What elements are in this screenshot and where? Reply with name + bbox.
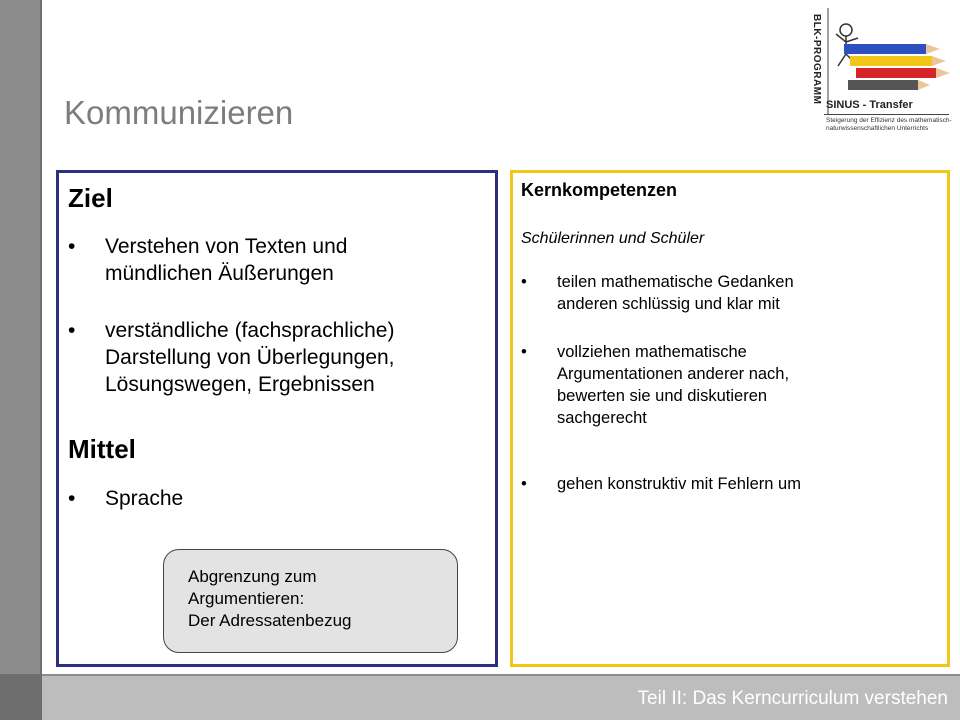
ziel-item-text: verständliche (fachsprachliche) Darstellung von Überlegungen, Lösungswegen, Ergebnissen [105, 319, 395, 396]
footer-left-block [0, 674, 42, 720]
bullet-dot: • [521, 273, 527, 291]
bullet-dot: • [68, 487, 76, 510]
ziel-item [68, 317, 488, 407]
left-strip-divider [40, 0, 42, 720]
pencil-red [856, 68, 950, 78]
left-sidebar-strip [0, 0, 42, 720]
logo-divider [824, 114, 949, 115]
kern-item-text: gehen konstruktiv mit Fehlern um [557, 475, 801, 493]
logo-vertical-text: BLK-PROGRAMM [811, 14, 822, 105]
figure-head [840, 24, 852, 36]
pencil-yellow [850, 56, 946, 66]
bullet-dot: • [68, 235, 76, 258]
footer-text: Teil II: Das Kerncurriculum verstehen [637, 688, 948, 709]
bullet-dot: • [68, 319, 76, 342]
abgrenzung-note [163, 549, 458, 653]
kernkompetenzen-subheading: Schülerinnen und Schüler [521, 230, 705, 247]
kern-item [521, 473, 941, 498]
note-text: Abgrenzung zum Argumentieren: Der Adressatenbezug [188, 567, 352, 630]
pencil-blue [844, 44, 940, 54]
ziel-item-text: Verstehen von Texten und mündlichen Äußerungen [105, 235, 348, 285]
pencil-dark [848, 80, 930, 90]
kern-item-text: vollziehen mathematische Argumentationen anderer nach, bewerten sie und diskutieren sachgerecht [557, 343, 790, 427]
kernkompetenzen-heading: Kernkompetenzen [521, 180, 678, 200]
heading-mittel: Mittel [68, 434, 136, 464]
logo-tagline: Steigerung der Effizienz des mathematisch-naturwissenschaftlichen Unterrichts [826, 117, 952, 132]
heading-ziel: Ziel [68, 183, 113, 213]
kern-item [521, 271, 941, 321]
logo-name: SINUS - Transfer [826, 99, 913, 111]
ziel-item [68, 233, 488, 293]
kern-item-text: teilen mathematische Gedanken anderen schlüssig und klar mit [557, 273, 794, 313]
bullet-dot: • [521, 343, 527, 361]
mittel-item-text: Sprache [105, 487, 184, 510]
kern-item [521, 341, 941, 436]
mittel-item [68, 485, 488, 515]
slide-title: Kommunizieren [64, 94, 294, 131]
bullet-dot: • [521, 475, 527, 493]
